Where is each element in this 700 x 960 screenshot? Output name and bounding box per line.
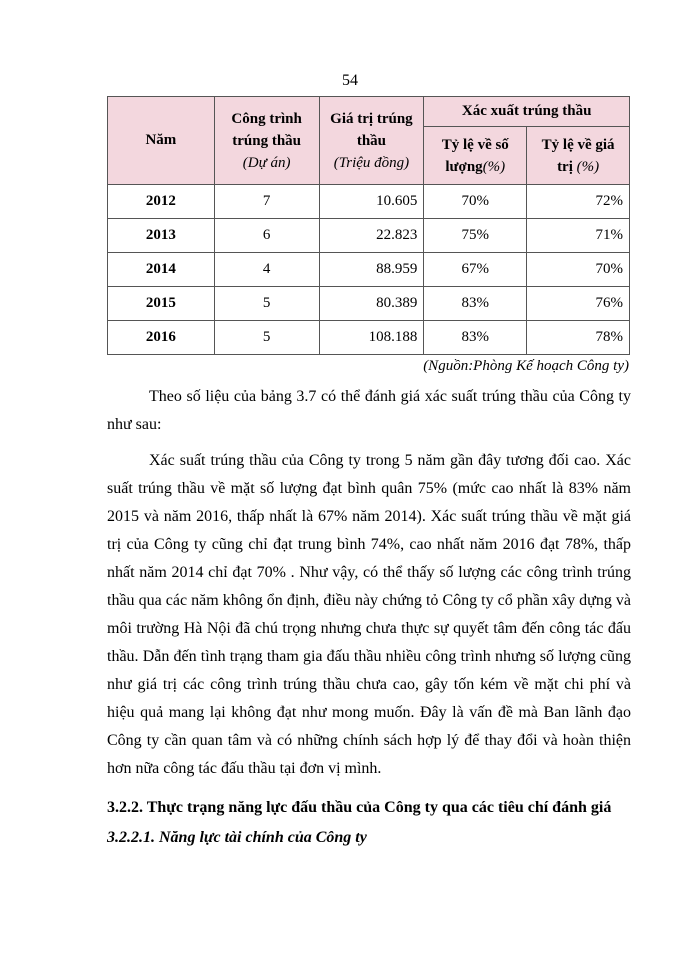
header-by-value (527, 127, 630, 185)
header-by-value-line2: trị (557, 158, 573, 175)
table-source-note: (Nguồn:Phòng Kế hoạch Công ty) (423, 358, 629, 374)
cell-pct-quantity: 75% (424, 219, 527, 253)
cell-pct-value: 78% (527, 321, 630, 355)
cell-value: 80.389 (319, 287, 424, 321)
cell-year: 2012 (108, 185, 215, 219)
cell-pct-value: 76% (527, 287, 630, 321)
cell-projects: 5 (214, 321, 319, 355)
cell-year: 2013 (108, 219, 215, 253)
cell-value: 88.959 (319, 253, 424, 287)
header-projects-line1: Công trình (231, 110, 302, 127)
cell-value: 108.188 (319, 321, 424, 355)
cell-projects: 4 (214, 253, 319, 287)
header-by-quantity-line1: Tỷ lệ về số (441, 136, 509, 153)
header-value-line2: thầu (356, 132, 387, 149)
header-probability: Xác xuất trúng thầu (424, 97, 630, 127)
table-row (108, 219, 630, 253)
cell-value: 10.605 (319, 185, 424, 219)
table-row (108, 185, 630, 219)
cell-projects: 6 (214, 219, 319, 253)
cell-value: 22.823 (319, 219, 424, 253)
analysis-paragraph: Xác suất trúng thầu của Công ty trong 5 năm gần đây tương đối cao. Xác suất trúng thầu về mặt số lượng đạt bình quân 75% (mức cao nhất là 83% năm 2015 và năm 2016, thấp nhất là 67% năm 2014). Xác suất trúng thầu về mặt giá trị của Công ty cũng chỉ đạt trung bình 74%, cao nhất năm 2016 đạt 78%, thấp nhất năm 2014 chỉ đạt 70% . Như vậy, có thể thấy số lượng các công trình trúng thầu qua các năm không ổn định, điều này chứng tỏ Công ty cổ phần xây dựng và môi trường Hà Nội đã chú trọng nhưng chưa thực sự quyết tâm đến công tác đấu thầu. Dẫn đến tình trạng tham gia đấu thầu nhiều công trình nhưng số lượng cũng như giá trị các công trình trúng thầu chưa cao, gây tốn kém về mặt chi phí và hiệu quả mang lại không đạt như mong muốn. Đây là vấn đề mà Ban lãnh đạo Công ty cần quan tâm và có những chính sách hợp lý để thay đổi và hoàn thiện hơn nữa công tác đấu thầu tại đơn vị mình. (107, 452, 631, 777)
cell-pct-quantity: 83% (424, 321, 527, 355)
cell-projects: 5 (214, 287, 319, 321)
cell-pct-value: 71% (527, 219, 630, 253)
cell-projects: 7 (214, 185, 319, 219)
header-by-value-unit: (%) (576, 158, 600, 175)
page-number: 54 (342, 72, 358, 89)
cell-pct-value: 72% (527, 185, 630, 219)
cell-pct-quantity: 83% (424, 287, 527, 321)
table-row (108, 321, 630, 355)
body-text (107, 383, 631, 783)
header-by-quantity (424, 127, 527, 185)
cell-pct-value: 70% (527, 253, 630, 287)
header-value (319, 97, 424, 185)
header-year: Năm (108, 97, 215, 185)
header-by-quantity-line2: lượng (445, 158, 483, 175)
header-projects (214, 97, 319, 185)
cell-year: 2014 (108, 253, 215, 287)
cell-pct-quantity: 67% (424, 253, 527, 287)
table-row (108, 287, 630, 321)
header-projects-unit: (Dự án) (242, 154, 291, 171)
cell-year: 2015 (108, 287, 215, 321)
bid-probability-table (107, 96, 630, 355)
cell-pct-quantity: 70% (424, 185, 527, 219)
section-heading: 3.2.2. Thực trạng năng lực đấu thầu của Công ty qua các tiêu chí đánh giá (107, 799, 612, 816)
intro-paragraph: Theo số liệu của bảng 3.7 có thể đánh giá xác suất trúng thầu của Công ty như sau: (107, 388, 631, 433)
subsection-heading: 3.2.2.1. Năng lực tài chính của Công ty (107, 829, 367, 846)
header-projects-line2: trúng thầu (232, 132, 302, 149)
header-value-unit: (Triệu đồng) (333, 154, 410, 171)
header-by-value-line1: Tỷ lệ về giá (541, 136, 615, 153)
header-value-line1: Giá trị trúng (330, 110, 413, 127)
table-row (108, 253, 630, 287)
header-by-quantity-unit: (%) (482, 158, 506, 175)
cell-year: 2016 (108, 321, 215, 355)
